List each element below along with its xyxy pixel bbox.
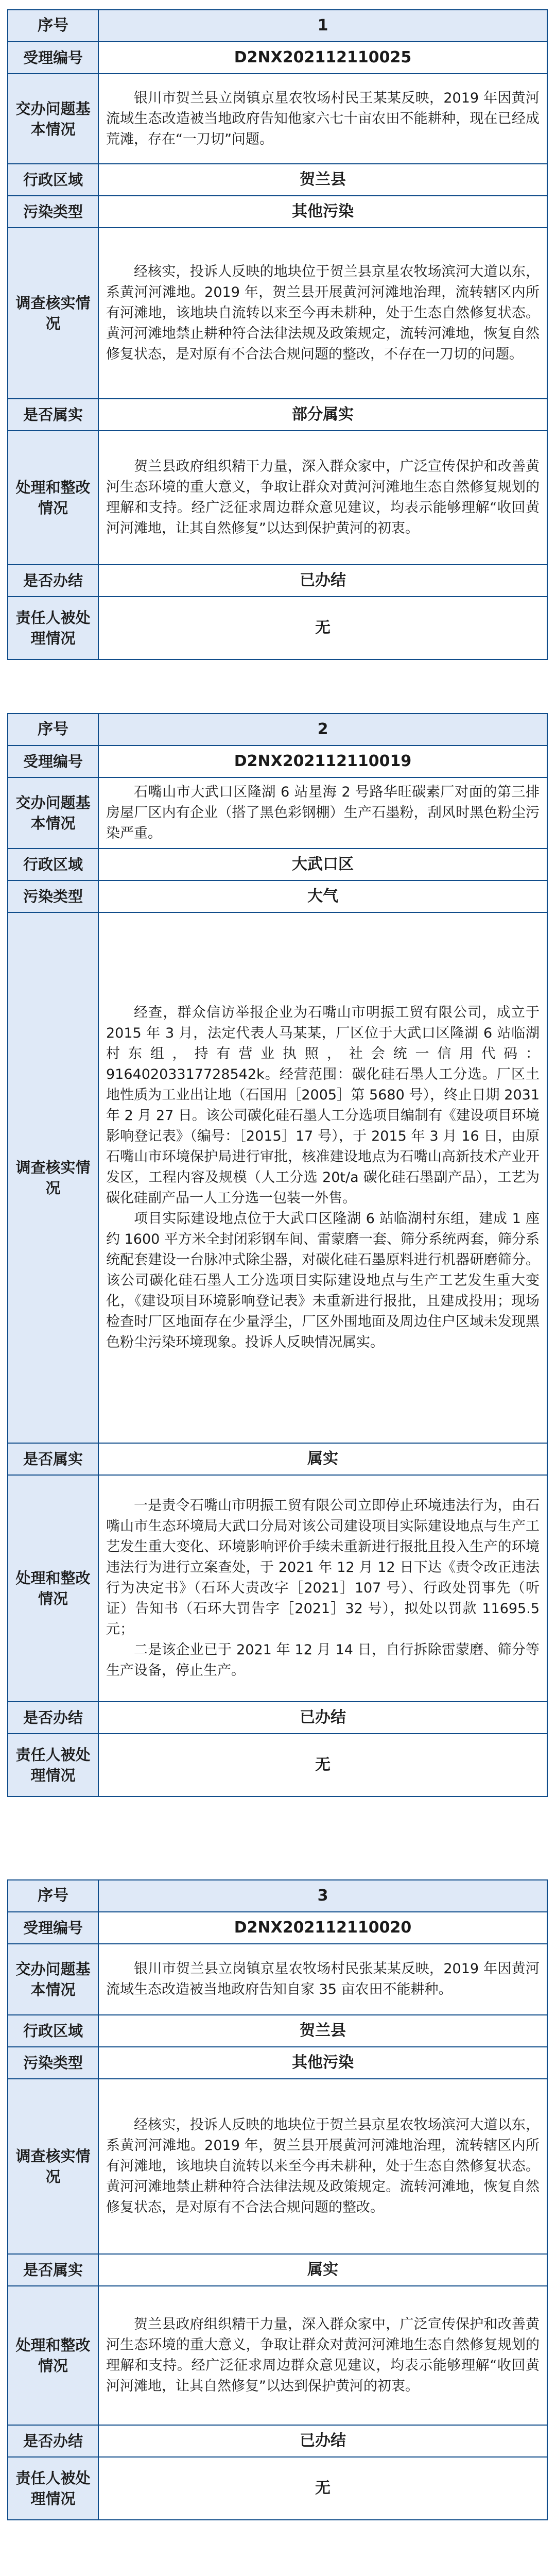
code-label: 受理编号 — [8, 42, 99, 73]
accountability-label: 责任人被处理情况 — [8, 1734, 99, 1796]
handling-value — [99, 1476, 547, 1701]
case-table-1 — [7, 9, 548, 660]
investigate-value — [99, 2079, 547, 2253]
type-label: 污染类型 — [8, 881, 99, 912]
investigate-label: 调查核实情况 — [8, 2079, 99, 2253]
handling-value — [99, 2286, 547, 2425]
region-value: 贺兰县 — [300, 2022, 346, 2040]
type-value: 其他污染 — [292, 2054, 354, 2072]
investigate-paragraph-1: 经查，群众信访举报企业为石嘴山市明振工贸有限公司，成立于 2015 年 3 月，法定代表人马某某，厂区位于大武口区隆湖 6 站临湖村东组，持有营业执照，社会统一信用代码：91640203317728542k。经营范围：碳化硅石墨人工分选。厂区土地性质为工业出让地（石国用［2005］第 5680 号），终止日期 2031 年 2 月 27 日。该公司碳化硅石墨人工分选项目编制有《建设项目环境影响登记表》（编号：［2015］17 号），于 2015 年 3 月 16 日，由原石嘴山市环境保护局进行审批，核准建设地点为石嘴山高新技术产业开发区，工程内容及规模（人工分选 20t/a 碳化硅石墨副产品），工艺为碳化硅副产品一人工分选一包装一外售。 — [106, 1005, 540, 1206]
accountability-label: 责任人被处理情况 — [8, 597, 99, 659]
code-label: 受理编号 — [8, 1912, 99, 1943]
issue-text: 石嘴山市大武口区隆湖 6 站星海 2 号路华旺碳素厂对面的第三排房屋厂区内有企业（搭了黑色彩钢棚）生产石墨粉，刮风时黑色粉尘污染严重。 — [106, 784, 540, 841]
seq-value: 3 — [317, 1887, 328, 1905]
closed-value: 已办结 — [300, 571, 346, 589]
type-row — [8, 2047, 547, 2079]
code-value: D2NX202112110025 — [234, 48, 412, 66]
investigate-paragraph: 经核实，投诉人反映的地块位于贺兰县京星农牧场滨河大道以东，系黄河河滩地。2019 年，贺兰县开展黄河河滩地治理，流转辖区内所有河滩地，该地块自流转以来至今再未耕种，处于生态自然修复状态。黄河河滩地禁止耕种符合法律法规及政策规定，流转河滩地，恢复自然修复状态，是对原有不合法合规问题的整改，不存在一刀切的问题。 — [106, 264, 540, 362]
closed-value: 已办结 — [300, 1708, 346, 1726]
verified-row — [8, 1444, 547, 1476]
closed-value: 已办结 — [300, 2432, 346, 2450]
issue-value — [99, 778, 547, 848]
issue-label: 交办问题基本情况 — [8, 1944, 99, 2014]
code-value: D2NX202112110019 — [234, 752, 412, 770]
type-label: 污染类型 — [8, 196, 99, 227]
investigate-row — [8, 228, 547, 399]
investigate-label: 调查核实情况 — [8, 228, 99, 398]
region-value: 大武口区 — [292, 855, 354, 873]
investigate-row — [8, 2079, 547, 2255]
type-row — [8, 881, 547, 913]
verified-value: 属实 — [307, 1450, 338, 1468]
investigate-value — [99, 913, 547, 1443]
handling-paragraph: 贺兰县政府组织精干力量，深入群众家中，广泛宣传保护和改善黄河生态环境的重大意义，争取让群众对黄河河滩地生态自然修复规划的理解和支持。经广泛征求周边群众意见建议，均表示能够理解“收回黄河河滩地，让其自然修复”以达到保护黄河的初衷。 — [106, 459, 540, 536]
case-table-3 — [7, 1879, 548, 2520]
seq-label: 序号 — [8, 10, 99, 41]
handling-label: 处理和整改情况 — [8, 431, 99, 564]
investigate-paragraph: 经核实，投诉人反映的地块位于贺兰县京星农牧场滨河大道以东，系黄河河滩地。2019 年，贺兰县开展黄河河滩地治理，流转辖区内所有河滩地，该地块自流转以来至今再未耕种，处于生态自然修复状态。黄河河滩地禁止耕种符合法律法规及政策规定。流转河滩地，恢复自然修复状态，是对原有不合法合规问题的整改。 — [106, 2117, 540, 2215]
accountability-row — [8, 1734, 547, 1796]
region-label: 行政区域 — [8, 164, 99, 195]
region-row — [8, 849, 547, 881]
seq-value: 1 — [317, 16, 328, 35]
accountability-row — [8, 2458, 547, 2519]
investigate-label: 调查核实情况 — [8, 913, 99, 1443]
verified-label: 是否属实 — [8, 2255, 99, 2285]
issue-value — [99, 1944, 547, 2014]
seq-row — [8, 1880, 547, 1912]
closed-label: 是否办结 — [8, 565, 99, 596]
handling-label: 处理和整改情况 — [8, 1476, 99, 1701]
seq-label: 序号 — [8, 714, 99, 745]
closed-label: 是否办结 — [8, 1702, 99, 1733]
verified-value: 部分属实 — [292, 405, 354, 423]
handling-label: 处理和整改情况 — [8, 2286, 99, 2425]
seq-row — [8, 10, 547, 42]
seq-value: 2 — [317, 720, 328, 738]
code-row — [8, 42, 547, 74]
issue-row — [8, 778, 547, 849]
verified-row — [8, 399, 547, 431]
seq-label: 序号 — [8, 1880, 99, 1911]
region-label: 行政区域 — [8, 2015, 99, 2046]
issue-text: 银川市贺兰县立岗镇京星农牧场村民王某某反映，2019 年因黄河流域生态改造被当地政府告知他家六七十亩农田不能耕种，现在已经成荒滩，存在“一刀切”问题。 — [106, 90, 540, 147]
investigate-value — [99, 228, 547, 398]
issue-label: 交办问题基本情况 — [8, 778, 99, 848]
handling-value — [99, 431, 547, 564]
case-table-2 — [7, 713, 548, 1797]
accountability-value: 无 — [315, 2479, 331, 2497]
region-row — [8, 2015, 547, 2047]
code-row — [8, 1912, 547, 1944]
investigate-row — [8, 913, 547, 1444]
code-label: 受理编号 — [8, 746, 99, 777]
closed-label: 是否办结 — [8, 2426, 99, 2456]
issue-row — [8, 1944, 547, 2015]
verified-row — [8, 2255, 547, 2286]
verified-value: 属实 — [307, 2261, 338, 2279]
handling-row — [8, 1476, 547, 1702]
issue-text: 银川市贺兰县立岗镇京星农牧场村民张某某反映，2019 年因黄河流域生态改造被当地政府告知自家 35 亩农田不能耕种。 — [106, 1961, 540, 1997]
accountability-label: 责任人被处理情况 — [8, 2458, 99, 2519]
closed-row — [8, 2426, 547, 2458]
seq-row — [8, 714, 547, 746]
handling-paragraph: 贺兰县政府组织精干力量，深入群众家中，广泛宣传保护和改善黄河生态环境的重大意义，争取让群众对黄河河滩地生态自然修复规划的理解和支持。经广泛征求周边群众意见建议，均表示能够理解“收回黄河河滩地，让其自然修复”以达到保护黄河的初衷。 — [106, 2316, 540, 2394]
type-label: 污染类型 — [8, 2047, 99, 2078]
handling-row — [8, 431, 547, 565]
region-value: 贺兰县 — [300, 171, 346, 189]
code-value: D2NX202112110020 — [234, 1919, 412, 1937]
handling-row — [8, 2286, 547, 2426]
verified-label: 是否属实 — [8, 1444, 99, 1475]
region-label: 行政区域 — [8, 849, 99, 880]
type-value: 其他污染 — [292, 202, 354, 221]
investigate-paragraph-2: 项目实际建设地点位于大武口区隆湖 6 站临湖村东组，建成 1 座约 1600 平方米全封闭彩钢车间、雷蒙磨一套、筛分系统两套，筛分系统配套建设一台脉冲式除尘器，对碳化硅石墨原料进行机器研磨筛分。该公司碳化硅石墨人工分选项目实际建设地点与生产工艺发生重大变化，《建设项目环境影响登记表》未重新进行报批，且建成投用；现场检查时厂区地面存在少量浮尘，厂区外围地面及周边住户区域未发现黑色粉尘污染环境现象。投诉人反映情况属实。 — [106, 1211, 540, 1350]
accountability-value: 无 — [315, 619, 331, 637]
type-row — [8, 196, 547, 228]
accountability-value: 无 — [315, 1756, 331, 1774]
handling-paragraph-2: 二是该企业已于 2021 年 12 月 14 日，自行拆除雷蒙磨、筛分等生产设备，停止生产。 — [106, 1642, 540, 1679]
closed-row — [8, 1702, 547, 1734]
verified-label: 是否属实 — [8, 399, 99, 430]
region-row — [8, 164, 547, 196]
closed-row — [8, 565, 547, 597]
issue-row — [8, 74, 547, 164]
accountability-row — [8, 597, 547, 659]
handling-paragraph-1: 一是责令石嘴山市明振工贸有限公司立即停止环境违法行为，由石嘴山市生态环境局大武口分局对该公司建设项目实际建设地点与生产工艺发生重大变化、环境影响评价手续未重新进行报批且投入生产的环境违法行为进行立案查处，于 2021 年 12 月 12 日下达《责令改正违法行为决定书》（石环大责改字［2021］107 号）、行政处罚事先（听证）告知书（石环大罚告字［2021］32 号），拟处以罚款 11695.5 元； — [106, 1498, 540, 1637]
type-value: 大气 — [307, 887, 338, 905]
issue-label: 交办问题基本情况 — [8, 74, 99, 163]
issue-value — [99, 74, 547, 163]
code-row — [8, 746, 547, 778]
